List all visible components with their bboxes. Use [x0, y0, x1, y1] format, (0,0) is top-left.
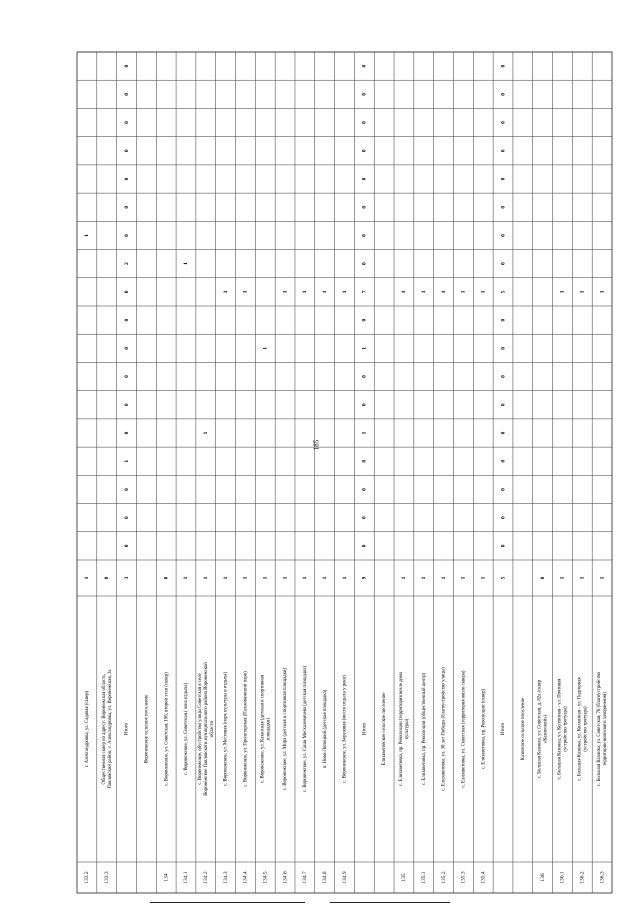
svg-text:с. Воронежское, ул. Саши Моска: с. Воронежское, ул. Саши Москалевичева (детская площадка) — [302, 665, 308, 793]
row-name — [577, 677, 588, 781]
row-number: 135 — [401, 873, 408, 882]
cell-value: 0 — [361, 121, 368, 124]
row-number: 135.1 — [421, 871, 428, 884]
cell-value: 1 — [361, 346, 368, 350]
cell-value: 0 — [361, 516, 368, 520]
row-name — [125, 722, 130, 735]
cell-value: 1 — [480, 290, 487, 294]
cell-value: 0 — [361, 262, 368, 266]
row-name — [244, 671, 249, 787]
cell-value: 0 — [103, 576, 110, 580]
cell-value: 1 — [123, 459, 130, 463]
cell-value: 1 — [203, 431, 210, 435]
cell-value: 1 — [579, 576, 586, 580]
cell-value: 0 — [123, 177, 130, 181]
cell-value: 0 — [500, 92, 507, 96]
cell-value: 0 — [123, 318, 130, 322]
svg-text:с. Воронежское, ул. Местовая (: с. Воронежское, ул. Местовая (парк культуры и отдыха) — [223, 672, 229, 786]
svg-text:с. Воронежское, обустройство у: с. Воронежское, обустройство улицы Советская в селе — [197, 673, 203, 785]
cell-value: 0 — [163, 576, 170, 580]
cell-value: 1 — [84, 234, 91, 237]
bottom-line-left — [150, 902, 305, 903]
svg-text:с. Елизаветовка, пр. Революции: с. Елизаветовка, пр. Революции (сквер) — [481, 688, 487, 770]
svg-text:с. Воронежское, ул. Казанская: с. Воронежское, ул. Казанская (детская и спортивная — [260, 674, 266, 784]
svg-text:Елизаветовское сельское поселе: Елизаветовское сельское поселение — [382, 692, 388, 766]
cell-value: 1 — [203, 576, 210, 580]
row-number: 133.3 — [103, 871, 110, 884]
svg-text:культуры): культуры) — [405, 718, 411, 740]
row-name — [399, 671, 410, 786]
cell-value: 1 — [401, 576, 408, 580]
cell-value: 0 — [361, 318, 368, 322]
cell-value: 1 — [222, 290, 229, 294]
cell-value: 0 — [361, 459, 368, 463]
cell-value: 7 — [361, 290, 368, 294]
cell-value: 1 — [84, 576, 91, 580]
svg-text:с. Елизаветовка, ул. Советская: с. Елизаветовка, ул. Советская (территория около сквера) — [461, 670, 467, 788]
cell-value: 0 — [123, 544, 130, 548]
row-number: 134 — [163, 873, 170, 882]
row-name — [461, 670, 466, 787]
svg-text:Итого: Итого — [362, 722, 368, 736]
svg-text:с. Воронежское, ул. Советская: с. Воронежское, ул. Советская ( зона отдыха) — [184, 682, 190, 776]
cell-value: 0 — [500, 318, 507, 322]
cell-value: 1 — [242, 576, 249, 580]
row-number: 134.9 — [341, 871, 348, 884]
cell-value: 1 — [302, 576, 309, 580]
row-name — [323, 689, 328, 768]
row-number: 135.4 — [480, 871, 487, 884]
row-name — [362, 722, 367, 735]
cell-value: 1 — [401, 290, 408, 294]
svg-text:(устройство тротуара): (устройство тротуара) — [563, 706, 569, 752]
cell-value: 1 — [559, 576, 566, 580]
row-name — [164, 672, 169, 786]
svg-text:Итого: Итого — [124, 722, 130, 736]
row-number: 136.3 — [599, 871, 606, 884]
row-name — [224, 672, 229, 786]
cell-value: 1 — [421, 576, 428, 580]
svg-text:с. Большая Казинка, ул. Советс: с. Большая Казинка, ул. Советская, д. 82а (сквер — [537, 679, 543, 779]
cell-value: 1 — [341, 290, 348, 294]
cell-value: 2 — [123, 262, 130, 266]
cell-value: 0 — [500, 177, 507, 181]
cell-value: 1 — [460, 290, 467, 294]
cell-value: 1 — [599, 576, 606, 580]
cell-value: 1 — [440, 576, 447, 580]
row-number: 134.2 — [203, 871, 210, 884]
svg-text:(устройство тротуара): (устройство тротуара) — [583, 706, 589, 752]
svg-text:п. Ново-Липецкий (детская площ: п. Ново-Липецкий (детская площадка) — [322, 689, 328, 769]
cell-value: 1 — [421, 290, 428, 294]
cell-value: 5 — [500, 290, 507, 294]
cell-value: 0 — [361, 488, 368, 491]
cell-value: 0 — [123, 92, 130, 96]
cell-value: 1 — [341, 576, 348, 580]
cell-value: 0 — [500, 488, 507, 491]
cell-value: 3 — [123, 576, 130, 580]
row-name — [422, 672, 427, 785]
row-number: 134.7 — [302, 871, 309, 884]
cell-value: 1 — [183, 262, 190, 266]
row-number: 136.2 — [579, 871, 586, 884]
svg-text:Павловский район, с. Александр: Павловский район, с. Александровка, ул. Воронежская, 3а — [107, 669, 113, 789]
row-name — [198, 662, 215, 796]
cell-value: 1 — [599, 290, 606, 294]
cell-value: 0 — [539, 576, 546, 580]
svg-text:Общественная сквер по адресу:: Общественная сквер по адресу: Воронежская область, — [101, 673, 107, 785]
cell-value: 0 — [361, 205, 368, 209]
cell-value: 1 — [559, 290, 566, 294]
svg-text:с. Воронежское, ул. Березовая: с. Воронежское, ул. Березовая (место отдыха у реки) — [342, 675, 348, 783]
cell-value: 0 — [123, 431, 130, 435]
svg-text:с. Большая Казинка, ул. Колхоз: с. Большая Казинка, ул. Колхозная - ул. Почтовая — [557, 678, 563, 780]
svg-text:с. Воронежское, ул. Мира (детс: с. Воронежское, ул. Мира (детская и спортивная площадки) — [283, 667, 289, 791]
cell-value: 1 — [440, 290, 447, 294]
row-name — [260, 674, 271, 783]
svg-text:с. Елизаветовка, пр. Революции: с. Елизаветовка, пр. Революции (территория возле дома — [399, 672, 405, 786]
row-name — [343, 675, 348, 783]
svg-text:с. Большая Казинка, ул. Советс: с. Большая Казинка, ул. Советская, 78 (благоустройство — [597, 671, 603, 787]
cell-value: 1 — [480, 576, 487, 580]
svg-text:с. Воронежское, ул. Советская,: с. Воронежское, ул. Советская, 19б, второй этап (сквер) — [164, 672, 170, 786]
cell-value: 0 — [500, 516, 507, 520]
cell-value: 0 — [500, 121, 507, 124]
cell-value: 0 — [361, 177, 368, 181]
cell-value: 0 — [500, 64, 507, 68]
cell-value: 5 — [500, 576, 507, 580]
cell-value: 1 — [282, 290, 289, 294]
row-name — [597, 671, 608, 786]
cell-value: 0 — [500, 262, 507, 266]
cell-value: 0 — [123, 516, 130, 520]
cell-value: 1 — [222, 576, 229, 580]
cell-value: 0 — [361, 92, 368, 96]
cell-value: 0 — [500, 403, 507, 407]
row-number: 136.1 — [559, 871, 566, 884]
svg-text:Воронежское Павловского муници: Воронежское Павловского муниципального района Воронежской — [203, 662, 209, 796]
cell-value: 0 — [361, 64, 368, 68]
cell-value: 0 — [500, 544, 507, 548]
row-name — [501, 722, 506, 735]
row-number: 135.2 — [440, 871, 447, 884]
cell-value: 0 — [361, 375, 368, 378]
cell-value: 0 — [500, 346, 507, 350]
svg-text:области: области — [209, 720, 215, 738]
row-number: 133.2 — [84, 871, 91, 884]
svg-text:с. Елизаветовка, пр. Революции: с. Елизаветовка, пр. Революции (общественный центр) — [421, 672, 427, 786]
row-name — [442, 667, 447, 791]
cell-value: 0 — [500, 149, 507, 153]
cell-value: 0 — [123, 375, 130, 378]
row-name — [184, 683, 189, 776]
cell-value: 1 — [282, 576, 289, 580]
cell-value: 1 — [262, 576, 269, 580]
cell-value: 0 — [500, 375, 507, 378]
svg-text:с. Воронежское, ул. Пролетарск: с. Воронежское, ул. Пролетарская (Пальчиковский парк) — [243, 671, 249, 787]
svg-text:г. Александровка, ул. Садовая: г. Александровка, ул. Садовая (сквер) — [85, 690, 91, 768]
cell-value: 1 — [579, 290, 586, 294]
cell-value: 0 — [123, 64, 130, 68]
cell-value: 0 — [123, 149, 130, 153]
row-name — [144, 695, 149, 763]
cell-value: 9 — [361, 576, 368, 580]
row-name — [303, 665, 308, 792]
bottom-line-right — [330, 902, 450, 903]
svg-text:с. Елизаветовка, ул. 30 лет По: с. Елизаветовка, ул. 30 лет Победы (благоустройство улицы) — [441, 667, 447, 791]
row-name — [558, 678, 569, 779]
cell-value: 0 — [361, 234, 368, 237]
cell-value: 0 — [123, 403, 130, 407]
row-name — [85, 690, 90, 767]
row-number: 134.6 — [282, 871, 289, 884]
cell-value: 0 — [123, 234, 130, 237]
cell-value: 0 — [500, 431, 507, 435]
svg-text:Воронежское сельское поселение: Воронежское сельское поселение — [144, 694, 150, 764]
row-name — [382, 692, 387, 765]
row-number: 135.3 — [460, 871, 467, 884]
row-number: 134.3 — [222, 871, 229, 884]
row-number: 134.5 — [262, 871, 269, 884]
svg-text:с. Большая Казинка, ул. Колхоз: с. Большая Казинка, ул. Колхозная - ул. Подгорная — [577, 677, 583, 781]
svg-text:площадки): площадки) — [266, 717, 272, 741]
svg-text:«Казинский»): «Казинский») — [543, 714, 549, 744]
cell-value: 1 — [262, 346, 269, 350]
svg-text:Казинское сельское поселение: Казинское сельское поселение — [520, 697, 526, 761]
cell-value: 0 — [361, 544, 368, 548]
cell-value: 0 — [361, 149, 368, 153]
page-number: 185 — [312, 439, 321, 451]
cell-value: 0 — [123, 205, 130, 209]
cell-value: 0 — [123, 488, 130, 491]
cell-value: 1 — [302, 290, 309, 294]
cell-value: 0 — [500, 234, 507, 237]
svg-text:территории воинского захоронен: территории воинского захоронения) — [603, 692, 609, 766]
row-number: 134.4 — [242, 871, 249, 884]
row-number: 134.1 — [183, 871, 190, 884]
row-name — [102, 669, 113, 789]
cell-value: 1 — [242, 290, 249, 294]
cell-value: 1 — [183, 576, 190, 580]
row-name — [538, 679, 549, 778]
cell-value: 0 — [500, 205, 507, 209]
row-number: 134.8 — [321, 871, 328, 884]
cell-value: 1 — [321, 290, 328, 294]
cell-value: 1 — [460, 576, 467, 580]
cell-value: 0 — [123, 121, 130, 124]
row-name — [481, 688, 486, 769]
row-number: 136 — [539, 873, 546, 882]
cell-value: 0 — [500, 459, 507, 463]
cell-value: 1 — [321, 576, 328, 580]
row-name — [521, 698, 526, 760]
svg-text:Итого: Итого — [501, 722, 507, 736]
cell-value: 0 — [361, 403, 368, 407]
cell-value: 1 — [361, 431, 368, 435]
cell-value: 0 — [123, 346, 130, 350]
row-name — [283, 668, 288, 791]
cell-value: 0 — [123, 290, 130, 294]
